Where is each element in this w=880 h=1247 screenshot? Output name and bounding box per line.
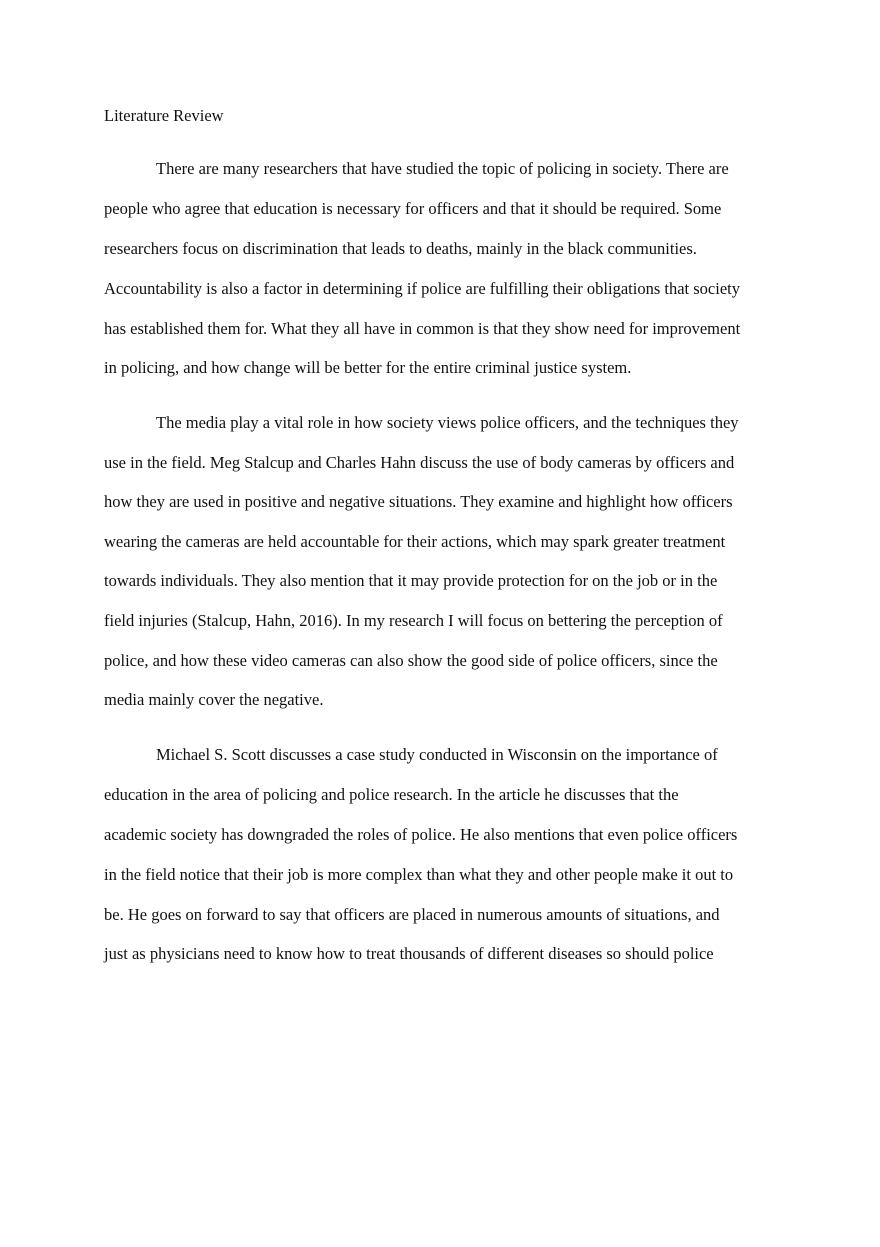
paragraph-line: just as physicians need to know how to treat thousands of different diseases so should police bbox=[104, 944, 714, 963]
paragraph-line: how they are used in positive and negative situations. They examine and highlight how officers bbox=[104, 492, 733, 511]
paragraph-line: people who agree that education is necessary for officers and that it should be required. Some bbox=[104, 199, 722, 218]
paragraph-line: has established them for. What they all have in common is that they show need for improvement bbox=[104, 319, 741, 338]
paragraph-line: police, and how these video cameras can also show the good side of police officers, since the bbox=[104, 651, 718, 670]
paragraph-line: towards individuals. They also mention that it may provide protection for on the job or in the bbox=[104, 571, 718, 590]
paragraph-line: media mainly cover the negative. bbox=[104, 690, 324, 709]
paragraph-line: The media play a vital role in how society views police officers, and the techniques they bbox=[156, 413, 739, 432]
paragraph-line: education in the area of policing and police research. In the article he discusses that the bbox=[104, 785, 679, 804]
paragraph-line: researchers focus on discrimination that leads to deaths, mainly in the black communities. bbox=[104, 239, 697, 258]
paragraph-line: in policing, and how change will be better for the entire criminal justice system. bbox=[104, 358, 632, 377]
paragraph-line: use in the field. Meg Stalcup and Charles Hahn discuss the use of body cameras by officers and bbox=[104, 453, 735, 472]
paragraph-line: field injuries (Stalcup, Hahn, 2016). In my research I will focus on bettering the perception of bbox=[104, 611, 723, 630]
paragraph-line: academic society has downgraded the roles of police. He also mentions that even police officers bbox=[104, 825, 738, 844]
section-heading: Literature Review bbox=[104, 106, 224, 125]
paragraph-line: Michael S. Scott discusses a case study conducted in Wisconsin on the importance of bbox=[156, 745, 718, 764]
paragraph-line: Accountability is also a factor in determining if police are fulfilling their obligations that society bbox=[104, 279, 740, 298]
paragraph-line: wearing the cameras are held accountable for their actions, which may spark greater treatment bbox=[104, 532, 726, 551]
paragraph-line: in the field notice that their job is more complex than what they and other people make it out to bbox=[104, 865, 734, 884]
paragraph-line: There are many researchers that have studied the topic of policing in society. There are bbox=[156, 159, 729, 178]
paragraph-line: be. He goes on forward to say that officers are placed in numerous amounts of situations, and bbox=[104, 905, 720, 924]
